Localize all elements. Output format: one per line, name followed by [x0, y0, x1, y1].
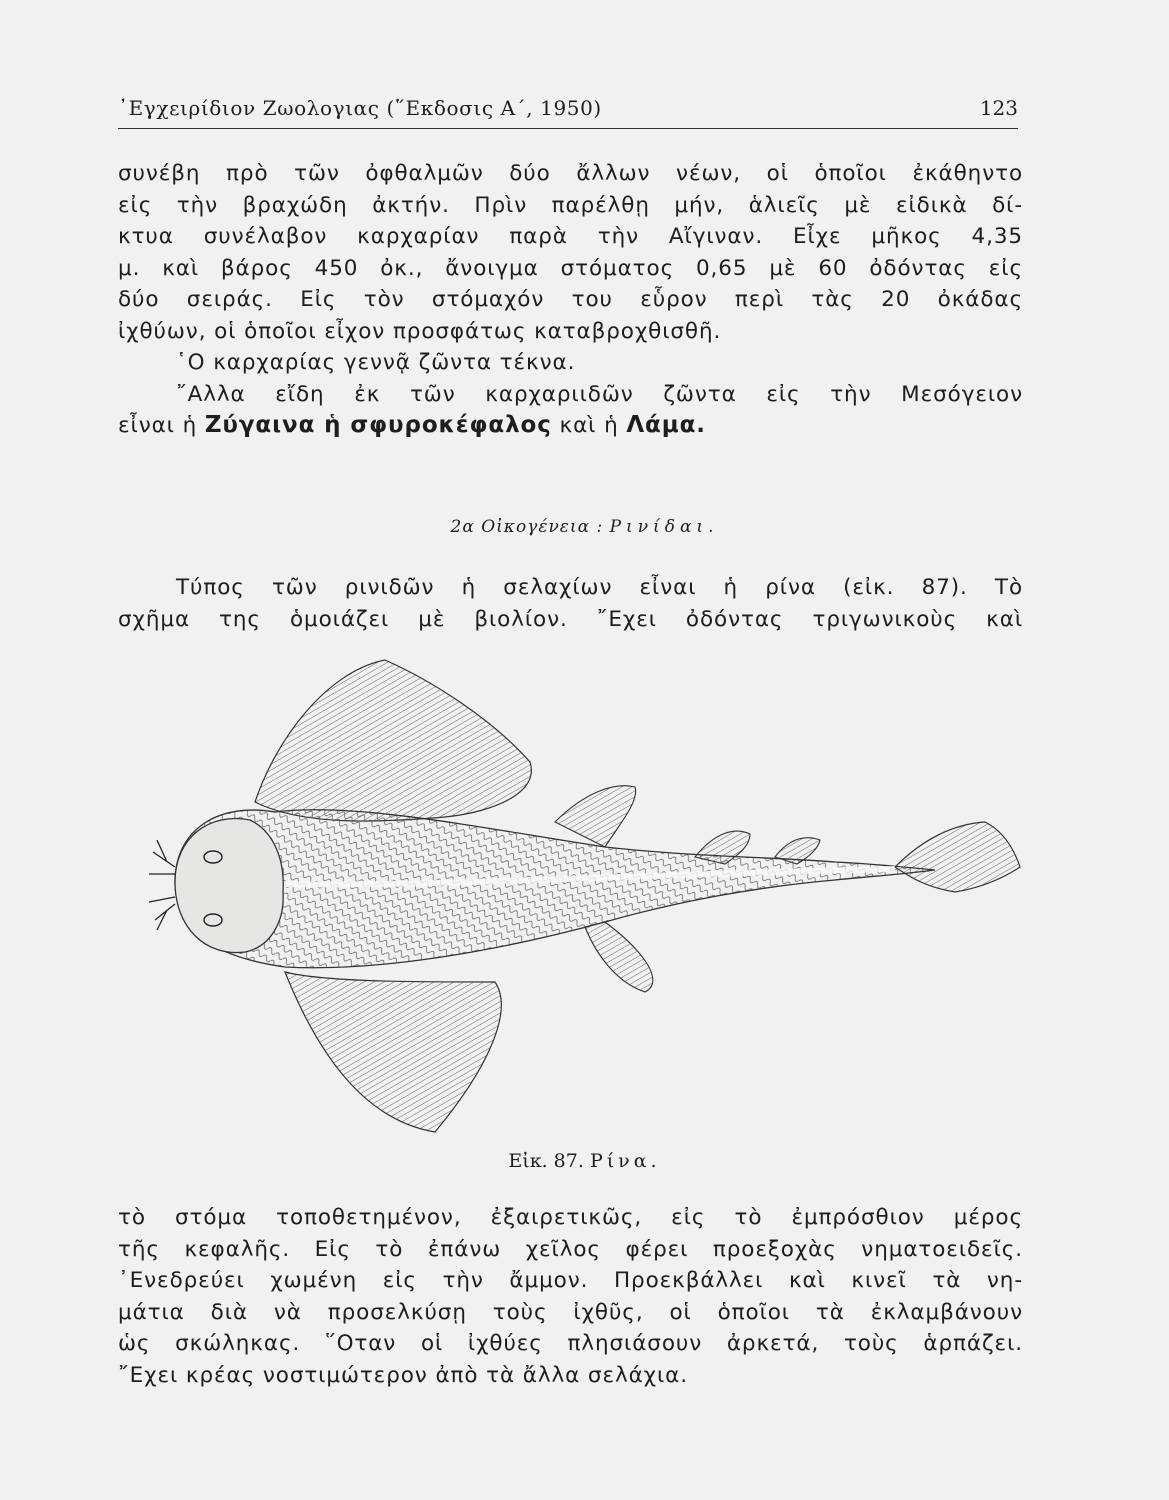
text-line: ἰχθύων, οἱ ὁποῖοι εἶχον προσφάτως καταβροχθισθῆ.	[118, 318, 722, 344]
paragraph-rhinidae	[118, 572, 1023, 635]
species-name-lamna: Λάμα.	[626, 412, 706, 438]
body	[175, 810, 935, 968]
text-line: ὡς σκώληκας. ῞Οταν οἱ ἰχθύες πλησιάσουν ἀρκετά, τοὺς ἁρπάζει.	[118, 1331, 1023, 1356]
text-line: ῎Αλλα εἴδη ἐκ τῶν καρχαριιδῶν ζῶντα εἰς τὴν Μεσόγειον	[176, 381, 1023, 407]
text-fragment: καὶ ἡ	[559, 413, 619, 438]
caption-prefix: Εἰκ. 87.	[508, 1150, 584, 1172]
text-line: σχῆμα της ὁμοιάζει μὲ βιολίον. ῎Εχει ὀδόντας τριγωνικοὺς καὶ	[118, 606, 1023, 632]
text-line: τῆς κεφαλῆς. Εἰς τὸ ἐπάνω χεῖλος φέρει προεξοχὰς νηματοειδεῖς.	[118, 1236, 1023, 1262]
text-line: ᾿Ενεδρεύει χωμένη εἰς τὴν ἄμμον. Προεκβάλλει καὶ κινεῖ τὰ νη-	[118, 1268, 1023, 1293]
figure-caption	[0, 1150, 1169, 1172]
text-line: Τύπος τῶν ρινιδῶν ἡ σελαχίων εἶναι ἡ ρίνα (εἰκ. 87). Τὸ	[176, 575, 1023, 600]
subheading-prefix: 2α Οἰκογένεια :	[450, 517, 604, 537]
paragraph-other-species	[118, 410, 1023, 442]
header-title: ᾿Εγχειρίδιον Ζωολογιας (῞Εκδοσις Α΄, 1950)	[118, 96, 602, 120]
head	[149, 819, 283, 953]
text-line: ῎Εχει κρέας νοστιμώτερον ἀπὸ τὰ ἄλλα σελάχια.	[118, 1362, 688, 1388]
text-line: κτυα συνέλαβον καρχαρίαν παρὰ τὴν Αἴγιναν. Εἶχε μῆκος 4,35	[118, 224, 1023, 249]
page-number: 123	[979, 96, 1018, 120]
text-line: τὸ στόμα τοποθετημένον, ἐξαιρετικῶς, εἰς τὸ ἐμπρόσθιον μέρος	[118, 1205, 1023, 1230]
paragraph-continuation	[118, 158, 1023, 442]
text-line: συνέβη πρὸ τῶν ὀφθαλμῶν δύο ἄλλων νέων, οἱ ὁποῖοι ἐκάθηντο	[118, 161, 1023, 186]
caption-name: Ρίνα.	[589, 1150, 661, 1172]
tail-fin	[895, 822, 1020, 892]
text-line: δύο σειράς. Εἰς τὸν στόμαχόν του εὗρον περὶ τὰς 20 ὀκάδας	[118, 287, 1023, 312]
upper-pectoral-fin	[255, 660, 531, 821]
paragraph-description	[118, 1202, 1023, 1391]
angelshark-illustration	[135, 652, 1035, 1142]
subheading-family: Ρινίδαι.	[609, 517, 719, 537]
section-subheading	[0, 517, 1169, 537]
text-line: εἰς τὴν βραχώδη ἀκτήν. Πρὶν παρέλθῃ μήν, ἁλιεῖς μὲ εἰδικὰ δί-	[118, 192, 1023, 218]
text-line: μάτια διὰ νὰ προσελκύσῃ τοὺς ἰχθῦς, οἱ ὁποῖοι τὰ ἐκλαμβάνουν	[118, 1299, 1023, 1325]
text-line: μ. καὶ βάρος 450 ὀκ., ἄνοιγμα στόματος 0,65 μὲ 60 ὀδόντας εἰς	[118, 255, 1023, 281]
text-fragment: εἶναι ἡ	[118, 413, 198, 438]
species-name-hammerhead: Ζύγαινα ἡ σφυροκέφαλος	[204, 412, 552, 438]
lower-pectoral-fin	[285, 972, 501, 1132]
pelvic-fin	[585, 922, 653, 992]
running-header	[118, 92, 1018, 129]
paragraph-live-birth: ῾Ο καρχαρίας γεννᾷ ζῶντα τέκνα.	[176, 350, 576, 375]
